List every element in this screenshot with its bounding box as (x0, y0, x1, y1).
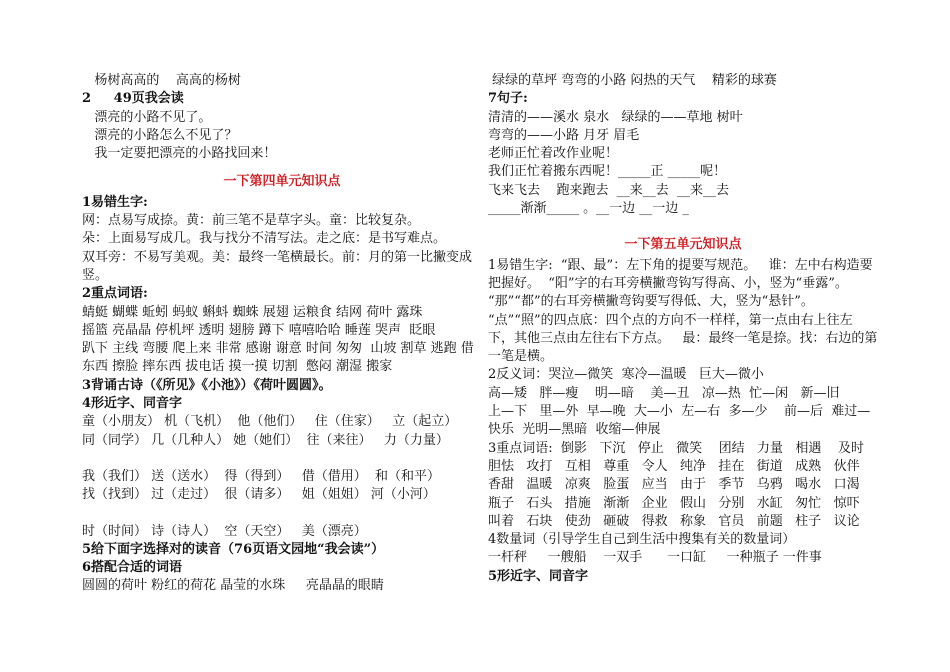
section-heading: 2重点词语: (82, 286, 148, 302)
left-column (82, 72, 482, 596)
text-line: 趴下 主线 弯腰 爬上来 非常 感谢 谢意 时间 匆匆 山坡 割草 逃跑 借东西 擦脸 摔东西 拔电话 摸一摸 切割 憋闷 潮湿 搬家 (82, 341, 474, 375)
spacer (488, 218, 878, 226)
spacer (82, 450, 482, 468)
text-line: 4数量词（引导学生自己到生活中搜集有关的数量词） (488, 532, 796, 548)
right-column (488, 72, 878, 586)
text-line: 我（我们） 送（送水） 得（得到） 借（借用） 和（和平） (82, 468, 441, 484)
intro-line: 漂亮的小路不见了。 (82, 109, 212, 125)
text-line: 上—下 里—外 早—晚 大—小 左—右 多—少 前—后 难过—快乐 光明—黑暗 收缩—伸展 (488, 404, 871, 438)
section-heading: 3背诵古诗（《所见》《小池》）《荷叶圆圆》。 (82, 377, 332, 393)
unit4-title: 一下第四单元知识点 (223, 174, 341, 190)
unit5-title: 一下第五单元知识点 (624, 237, 742, 253)
section-heading: 5给下面字选择对的读音（76页语文园地“我会读”） (82, 541, 385, 557)
intro-line: 漂亮的小路怎么不见了？ (82, 127, 238, 143)
section-heading: 7句子: (488, 91, 528, 107)
section-heading: 5形近字、同音字 (488, 568, 589, 584)
text-line: 双耳旁：不易写美观。美：最终一笔横最长。前：月的第一比撇变成竖。 (82, 249, 473, 283)
intro-line: 杨树高高的 高高的杨树 (82, 73, 241, 88)
text-line: 清清的——溪水 泉水 绿绿的——草地 树叶 (488, 109, 743, 125)
text-line: 2反义词：哭泣—微笑 寒冷—温暖 巨大—微小 (488, 367, 764, 383)
spacer (82, 505, 482, 523)
text-line: 蜻蜓 蝴蝶 蚯蚓 蚂蚁 蝌蚪 蜘蛛 展翅 运粮食 结网 荷叶 露珠 (82, 304, 423, 320)
text-line: _____渐渐_____ 。__一边 __一边 _ (488, 201, 689, 217)
text-line: 弯弯的——小路 月牙 眉毛 (488, 127, 640, 143)
text-line: 童（小朋友） 机（飞机） 他（他们） 住（住家） 立（起立） (82, 414, 458, 430)
section-heading: 6搭配合适的词语 (82, 560, 183, 576)
section-heading: 1易错生字: (82, 194, 148, 210)
text-line: 高—矮 胖—瘦 明—暗 美—丑 凉—热 忙—闲 新—旧 (488, 385, 840, 401)
text-line: 同（同学） 几（几种人） 她（她们） 往（来往） 力（力量） (82, 432, 449, 448)
text-line: 我们正忙着搬东西呢！_____正 _____呢！ (488, 164, 727, 180)
text-line: 一杆秤 一艘船 一双手 一口缸 一种瓶子 一件事 (488, 550, 822, 566)
text-line: 老师正忙着改作业呢！ (488, 146, 619, 162)
text-line: 3重点词语: 倒影 下沉 停止 微笑 团结 力量 相遇 及时 胆怯 攻打 互相 尊重 令人 纯净 挂在 街道 成熟 伙伴 香甜 温暖 凉爽 脸蛋 应当 由于 季节 乌鸦 喝水 口渴 瓶子 石头 措施 渐渐 企业 假山 分别 水缸 匆忙 惊吓 叫着 石块 使劲 砸破 得救 称象 官员 前题 柱子 议论 (488, 440, 877, 529)
text-line: 找（找到） 过（走过） 很（请多） 姐（姐姐） 河（小河） (82, 487, 436, 503)
text-line: 朵：上面易写成几。我与找分不清写法。走之底：是书写难点。 (82, 231, 447, 247)
text-line: 时（时间） 诗（诗人） 空（天空） 美（漂亮） (82, 523, 367, 539)
intro-line: 我一定要把漂亮的小路找回来！ (82, 146, 277, 162)
intro-line: 2 49页我会读 (82, 91, 184, 107)
text-line: 网：点易写成捺。黄：前三笔不是草字头。童：比较复杂。 (82, 213, 421, 229)
text-line: 1易错生字: “跟、最”：左下角的提要写规范。 谁：左中右构造要把握好。 “阳”字的右耳旁横撇弯钩写得高、小，竖为“垂露”。 “那”“都”的右耳旁横撇弯钩要写得低、大，竖为“悬针”。 “点”“照”的四点底：四个点的方向不一样样，第一点由右上往左下，其他三点由左往右下方点。 最：最终一笔是捺。找：右边的第一笔是横。 (488, 257, 878, 365)
text-line: 摇篮 亮晶晶 停机坪 透明 翅膀 蹲下 嘻嘻哈哈 睡莲 哭声 眨眼 (82, 322, 436, 338)
text-line: 圆圆的荷叶 粉红的荷花 晶莹的水珠 亮晶晶的眼睛 (82, 578, 384, 594)
text-line: 飞来飞去 跑来跑去 __来__去 __来__去 (488, 182, 730, 198)
text-line: 绿绿的草坪 弯弯的小路 闷热的天气 精彩的球赛 (488, 73, 777, 88)
section-heading: 4形近字、同音字 (82, 396, 183, 412)
